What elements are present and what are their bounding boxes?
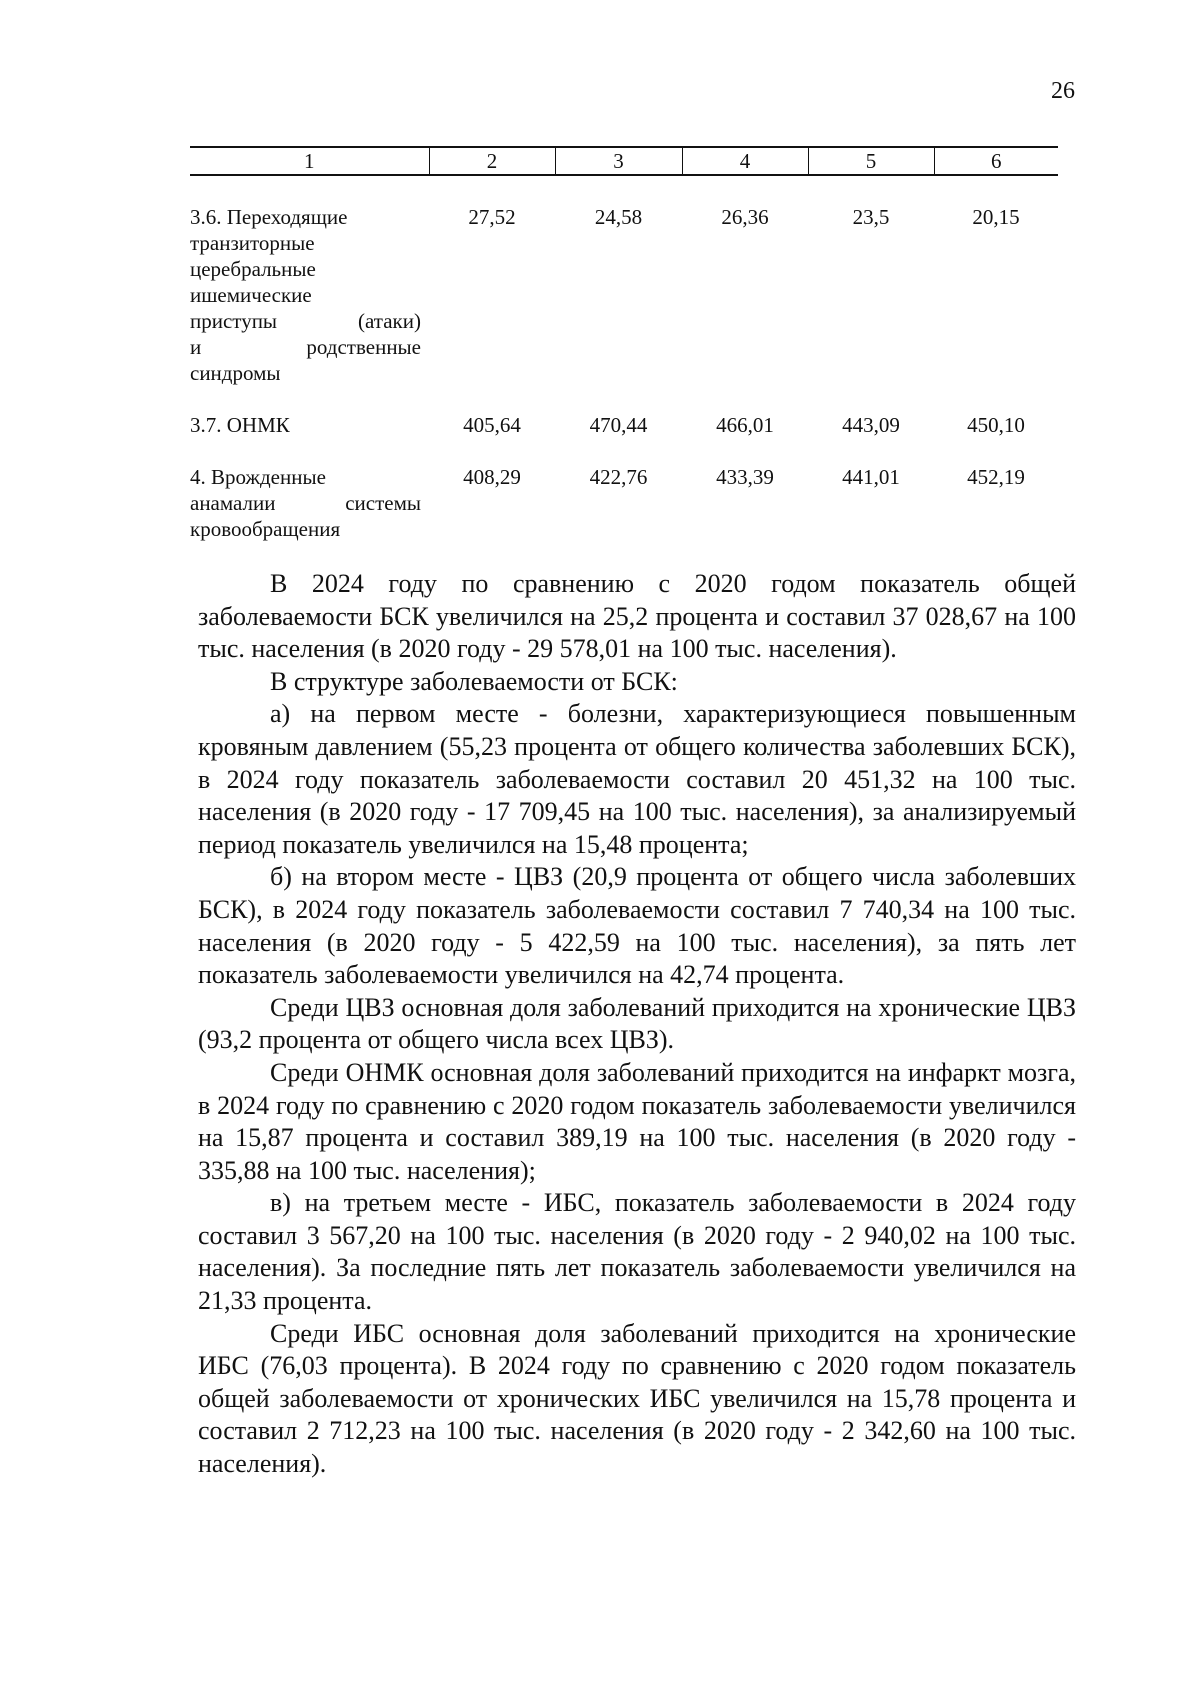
table-cell: 26,36 (721, 205, 769, 229)
paragraph: Среди ЦВЗ основная доля заболеваний приходится на хронические ЦВЗ (93,2 процента от общего числа всех ЦВЗ). (198, 992, 1076, 1055)
body-text (198, 568, 1076, 1481)
row-label (190, 386, 429, 438)
table-cell: 433,39 (716, 465, 774, 489)
table-cell: 23,5 (852, 205, 890, 229)
column-header: 5 (808, 147, 934, 175)
row-label-line: 4. Врожденные (190, 465, 326, 489)
row-label (190, 175, 429, 386)
table-cell: 466,01 (716, 413, 774, 437)
row-label-line: кровообращения (190, 517, 341, 541)
row-label-line: приступы (атаки) (190, 309, 421, 333)
table-cell: 452,19 (967, 465, 1025, 489)
table-cell: 27,52 (468, 205, 516, 229)
row-label-line: синдромы (190, 361, 281, 385)
row-label-line: 3.7. ОНМК (190, 413, 290, 437)
paragraph: в) на третьем месте - ИБС, показатель заболеваемости в 2024 году составил 3 567,20 на 100 тыс. населения (в 2020 году - 2 940,02 на 100 тыс. населения). За последние пять лет показатель заболеваемости увеличился на 21,33 процента. (198, 1188, 1076, 1316)
paragraph: б) на втором месте - ЦВЗ (20,9 процента от общего числа заболевших БСК), в 2024 году показатель заболеваемости составил 7 740,34 на 100 тыс. населения (в 2020 году - 5 422,59 на 100 тыс. населения), за пять лет показатель заболеваемости увеличился на 42,74 процента. (198, 862, 1076, 990)
morbidity-table (190, 146, 1058, 542)
column-header: 2 (429, 147, 555, 175)
table-row (190, 386, 1058, 438)
row-label-line: 3.6. Переходящие (190, 205, 348, 229)
table-row (190, 175, 1058, 386)
table-cell: 422,76 (589, 465, 648, 489)
column-header: 3 (555, 147, 682, 175)
table-cell: 24,58 (594, 205, 643, 229)
row-label-line: и родственные (190, 335, 421, 359)
table-cell: 470,44 (589, 413, 648, 437)
table-cell: 441,01 (842, 465, 900, 489)
row-label-line: анамалии системы (190, 491, 421, 515)
table-cell: 450,10 (967, 413, 1025, 437)
table-header-row (190, 147, 1058, 175)
table-cell: 408,29 (463, 465, 521, 489)
paragraph: Среди ИБС основная доля заболеваний приходится на хронические ИБС (76,03 процента). В 2024 году по сравнению с 2020 годом показатель общей заболеваемости от хронических ИБС увеличился на 15,78 процента и составил 2 712,23 на 100 тыс. населения (в 2020 году - 2 342,60 на 100 тыс. населения). (198, 1318, 1076, 1479)
paragraph: а) на первом месте - болезни, характеризующиеся повышенным кровяным давлением (55,23 процента от общего количества заболевших БСК), в 2024 году показатель заболеваемости составил 20 451,32 на 100 тыс. населения (в 2020 году - 17 709,45 на 100 тыс. населения), за анализируемый период показатель увеличился на 15,48 процента; (198, 699, 1076, 859)
table-cell: 20,15 (972, 205, 1020, 229)
table-cell: 405,64 (463, 413, 521, 437)
column-header: 1 (304, 148, 315, 173)
paragraph: В структуре заболеваемости от БСК: (270, 666, 678, 696)
table-row (190, 438, 1058, 542)
column-header: 6 (934, 147, 1058, 175)
table-cell: 443,09 (842, 413, 900, 437)
row-label-line: церебральные (190, 257, 316, 281)
page-number: 26 (1051, 78, 1075, 104)
paragraph: В 2024 году по сравнению с 2020 годом показатель общей заболеваемости БСК увеличился на 25,2 процента и составил 37 028,67 на 100 тыс. населения (в 2020 году - 29 578,01 на 100 тыс. населения). (198, 569, 1076, 664)
column-header: 4 (682, 147, 808, 175)
paragraph: Среди ОНМК основная доля заболеваний приходится на инфаркт мозга, в 2024 году по сравнению с 2020 годом показатель заболеваемости увеличился на 15,87 процента и составил 389,19 на 100 тыс. населения (в 2020 году - 335,88 на 100 тыс. населения); (198, 1057, 1076, 1185)
row-label-line: транзиторные (190, 231, 315, 255)
row-label (190, 438, 429, 542)
row-label-line: ишемические (190, 283, 312, 307)
